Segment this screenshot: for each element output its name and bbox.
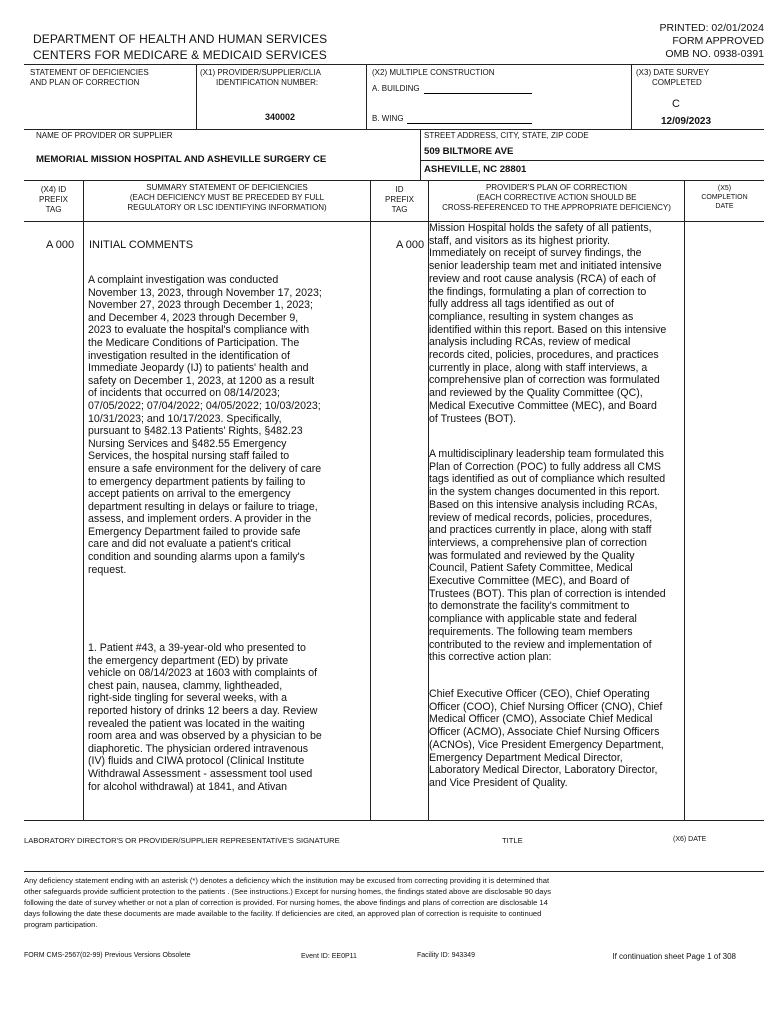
building-label: A. BUILDING xyxy=(372,84,420,93)
city-state-zip: ASHEVILLE, NC 28801 xyxy=(424,164,527,175)
signature-label: LABORATORY DIRECTOR'S OR PROVIDER/SUPPLIER REPRESENTATIVE'S SIGNATURE xyxy=(24,836,340,845)
x5-header-line3: DATE xyxy=(715,203,734,210)
statement-label-line1: STATEMENT OF DEFICIENCIES xyxy=(30,68,149,77)
rule-v-x1 xyxy=(196,64,197,129)
x5-header-line2: COMPLETION xyxy=(701,194,748,201)
x5-header-line1: (X5) xyxy=(717,185,732,192)
rule-v-col2 xyxy=(370,180,371,820)
plan-paragraph-2: A multidisciplinary leadership team formulated this Plan of Correction (POC) to fully address all CMS tags identified as out of compliance which resulted in the system changes documented in this report. Based on this intensive analysis including RCAs, review of medical records, policies, procedures, and practices currently in place, along with staff interviews, a comprehensive plan of correction was formulated and reviewed by the Quality Council, Patient Safety Committee, Medical Executive Committee (MEC), and Board of Trustees (BOT). This plan of correction is intended to demonstrate the facility's commitment to compliance with applicable state and federal requirements. The following team members contributed to the review and implementation of this corrective action plan: xyxy=(429,448,666,664)
building-field xyxy=(424,93,532,94)
rule-v-address xyxy=(420,129,421,180)
plan-paragraph-3: Chief Executive Officer (CEO), Chief Operating Officer (COO), Chief Nursing Officer (CNO), Chief Medical Officer (CMO), Associate Chief Medical Officer (ACMO), Associate Chief Nursing Officers (ACNOs), Vice President Emergency Department, Emergency Department Medical Director, Laboratory Medical Director, Laboratory Director, and Vice President of Quality. xyxy=(429,688,664,789)
id-prefix-header xyxy=(371,185,428,215)
summary-paragraph-1: A complaint investigation was conducted November 13, 2023, through November 17, 2023; November 27, 2023 through December 1, 2023; and December 4, 2023 through December 9, 2023 to evaluate the hospital's compliance with the Medicare Conditions of Participation. The investigation resulted in the identification of Immediate Jeopardy (IJ) to patients' health and safety on December 1, 2023, at 1200 as a result of incidents that occurred on 08/14/2023; 07/05/2022; 07/04/2022; 04/05/2022; 10/03/2023; 10/31/2023; and 10/17/2023. Specifically, pursuant to §482.13 Patients' Rights, §482.23 Nursing Services and §482.55 Emergency Services, the hospital nursing staff failed to ensure a safe environment for the delivery of care to emergency department patients by failing to accept patients on arrival to the emergency department resulting in delays or failure to triage, assess, and implement orders. A provider in the Emergency Department failed to provide safe care and did not evaluate a patient's critical condition and sounding alarms upon a family's request. xyxy=(88,274,322,576)
provider-name: MEMORIAL MISSION HOSPITAL AND ASHEVILLE SURGERY CE xyxy=(36,154,327,165)
street-address: 509 BILTMORE AVE xyxy=(424,146,514,157)
form-number: FORM CMS-2567(02-99) Previous Versions Obsolete xyxy=(24,952,191,959)
survey-completed-date: 12/09/2023 xyxy=(660,116,712,127)
x3-label-line1: (X3) DATE SURVEY xyxy=(636,68,710,77)
event-id: Event ID: EE0P11 xyxy=(301,953,357,960)
id-header-line3: TAG xyxy=(391,205,408,214)
x1-label xyxy=(200,68,360,88)
wing-field xyxy=(407,123,532,124)
rule-v-x2 xyxy=(366,64,367,129)
x4-header-line3: TAG xyxy=(45,205,62,214)
disclaimer-text: Any deficiency statement ending with an asterisk (*) denotes a deficiency which the institution may be excused from correcting providing it is determined that other safeguards provide sufficient protection to the patients . (See instructions.) Except for nursing homes, the findings stated above are disclosable 90 days following the date of survey whether or not a plan of correction is provided. For nursing homes, the above findings and plans of correction are disclosable 14 days following the date these documents are made available to the facility. If deficiencies are cited, an approved plan of correction is requisite to continued program participation. xyxy=(24,876,552,929)
plan-header xyxy=(429,183,684,213)
statement-label xyxy=(30,68,149,88)
x3-label xyxy=(636,68,760,88)
rule-top xyxy=(24,64,764,65)
facility-id: Facility ID: 943349 xyxy=(417,952,475,959)
rule-columns xyxy=(24,180,764,181)
centers-name: CENTERS FOR MEDICARE & MEDICAID SERVICES xyxy=(33,48,327,62)
plan-header-line1: PROVIDER'S PLAN OF CORRECTION xyxy=(485,183,628,192)
completion-date-header xyxy=(685,184,764,211)
form-approved: FORM APPROVED xyxy=(672,35,764,47)
summary-header-line1: SUMMARY STATEMENT OF DEFICIENCIES xyxy=(146,183,308,192)
date-label: (X6) DATE xyxy=(673,836,707,843)
x2-label: (X2) MULTIPLE CONSTRUCTION xyxy=(372,68,495,77)
plan-paragraph-1: Mission Hospital holds the safety of all patients, staff, and visitors as its highest priority. Immediately on receipt of survey findings, the senior leadership team met and initiated intensive review and root cause analysis (RCA) of each of the findings, formulating a plan of correction to fully address all tags identified as out of compliance, resulting in system changes as identified within this report. Based on this intensive analysis including RCAs, review of medical records cited, policies, procedures, and practices currently in place, along with staff interviews, a comprehensive plan of correction was formulated and reviewed by the Quality Committee (QC), Medical Executive Committee (MEC), and Board of Trustees (BOT). xyxy=(429,222,667,425)
wing-label: B. WING xyxy=(372,114,404,123)
x4-header-line1: (X4) ID xyxy=(40,185,67,194)
statement-label-line2: AND PLAN OF CORRECTION xyxy=(30,78,140,87)
provider-id-number: 340002 xyxy=(264,112,296,122)
id-header-line1: ID xyxy=(395,185,404,194)
summary-header-line3: REGULATORY OR LSC IDENTIFYING INFORMATION) xyxy=(127,203,327,212)
summary-header-line2: (EACH DEFICIENCY MUST BE PRECEDED BY FULL xyxy=(129,193,325,202)
printed-date: PRINTED: 02/01/2024 xyxy=(659,22,764,34)
x4-id-header xyxy=(24,185,83,215)
omb-number: OMB NO. 0938-0391 xyxy=(665,48,764,60)
initial-comments-heading: INITIAL COMMENTS xyxy=(89,239,194,251)
right-tag: A 000 xyxy=(396,239,425,251)
summary-paragraph-2: 1. Patient #43, a 39-year-old who presented to the emergency department (ED) by private vehicle on 08/14/2023 at 1603 with complaints of chest pain, nausea, clammy, lightheaded, right-side tingling for several weeks, with a reported history of drinks 12 beers a day. Review revealed the patient was located in the waiting room area and was observed by a physician to be diaphoretic. The physician ordered intravenous (IV) fluids and CIWA protocol (Clinical Institute Withdrawal Assessment - assessment tool used for alcohol withdrawal) at 1841, and Ativan xyxy=(88,642,322,793)
title-label: TITLE xyxy=(502,836,523,845)
left-tag: A 000 xyxy=(46,239,75,251)
plan-header-line3: CROSS-REFERENCED TO THE APPROPRIATE DEFICIENCY) xyxy=(442,203,671,212)
rule-address xyxy=(420,160,764,161)
survey-type-code: C xyxy=(672,98,680,110)
rule-v-x3 xyxy=(631,64,632,129)
rule-signature xyxy=(24,871,764,872)
x3-label-line2: COMPLETED xyxy=(652,78,702,87)
id-header-line2: PREFIX xyxy=(385,195,414,204)
rule-content-bottom xyxy=(24,820,764,821)
department-name: DEPARTMENT OF HEALTH AND HUMAN SERVICES xyxy=(33,32,328,46)
summary-header xyxy=(84,183,370,213)
rule-provider xyxy=(24,129,764,130)
x4-header-line2: PREFIX xyxy=(39,195,68,204)
page-number: If continuation sheet Page 1 of 308 xyxy=(612,952,736,961)
provider-name-label: NAME OF PROVIDER OR SUPPLIER xyxy=(36,131,173,140)
address-label: STREET ADDRESS, CITY, STATE, ZIP CODE xyxy=(424,131,589,140)
x1-label-line2: IDENTIFICATION NUMBER: xyxy=(216,78,319,87)
plan-header-line2: (EACH CORRECTIVE ACTION SHOULD BE xyxy=(476,193,637,202)
rule-v-col1 xyxy=(83,180,84,820)
x1-label-line1: (X1) PROVIDER/SUPPLIER/CLIA xyxy=(200,68,321,77)
